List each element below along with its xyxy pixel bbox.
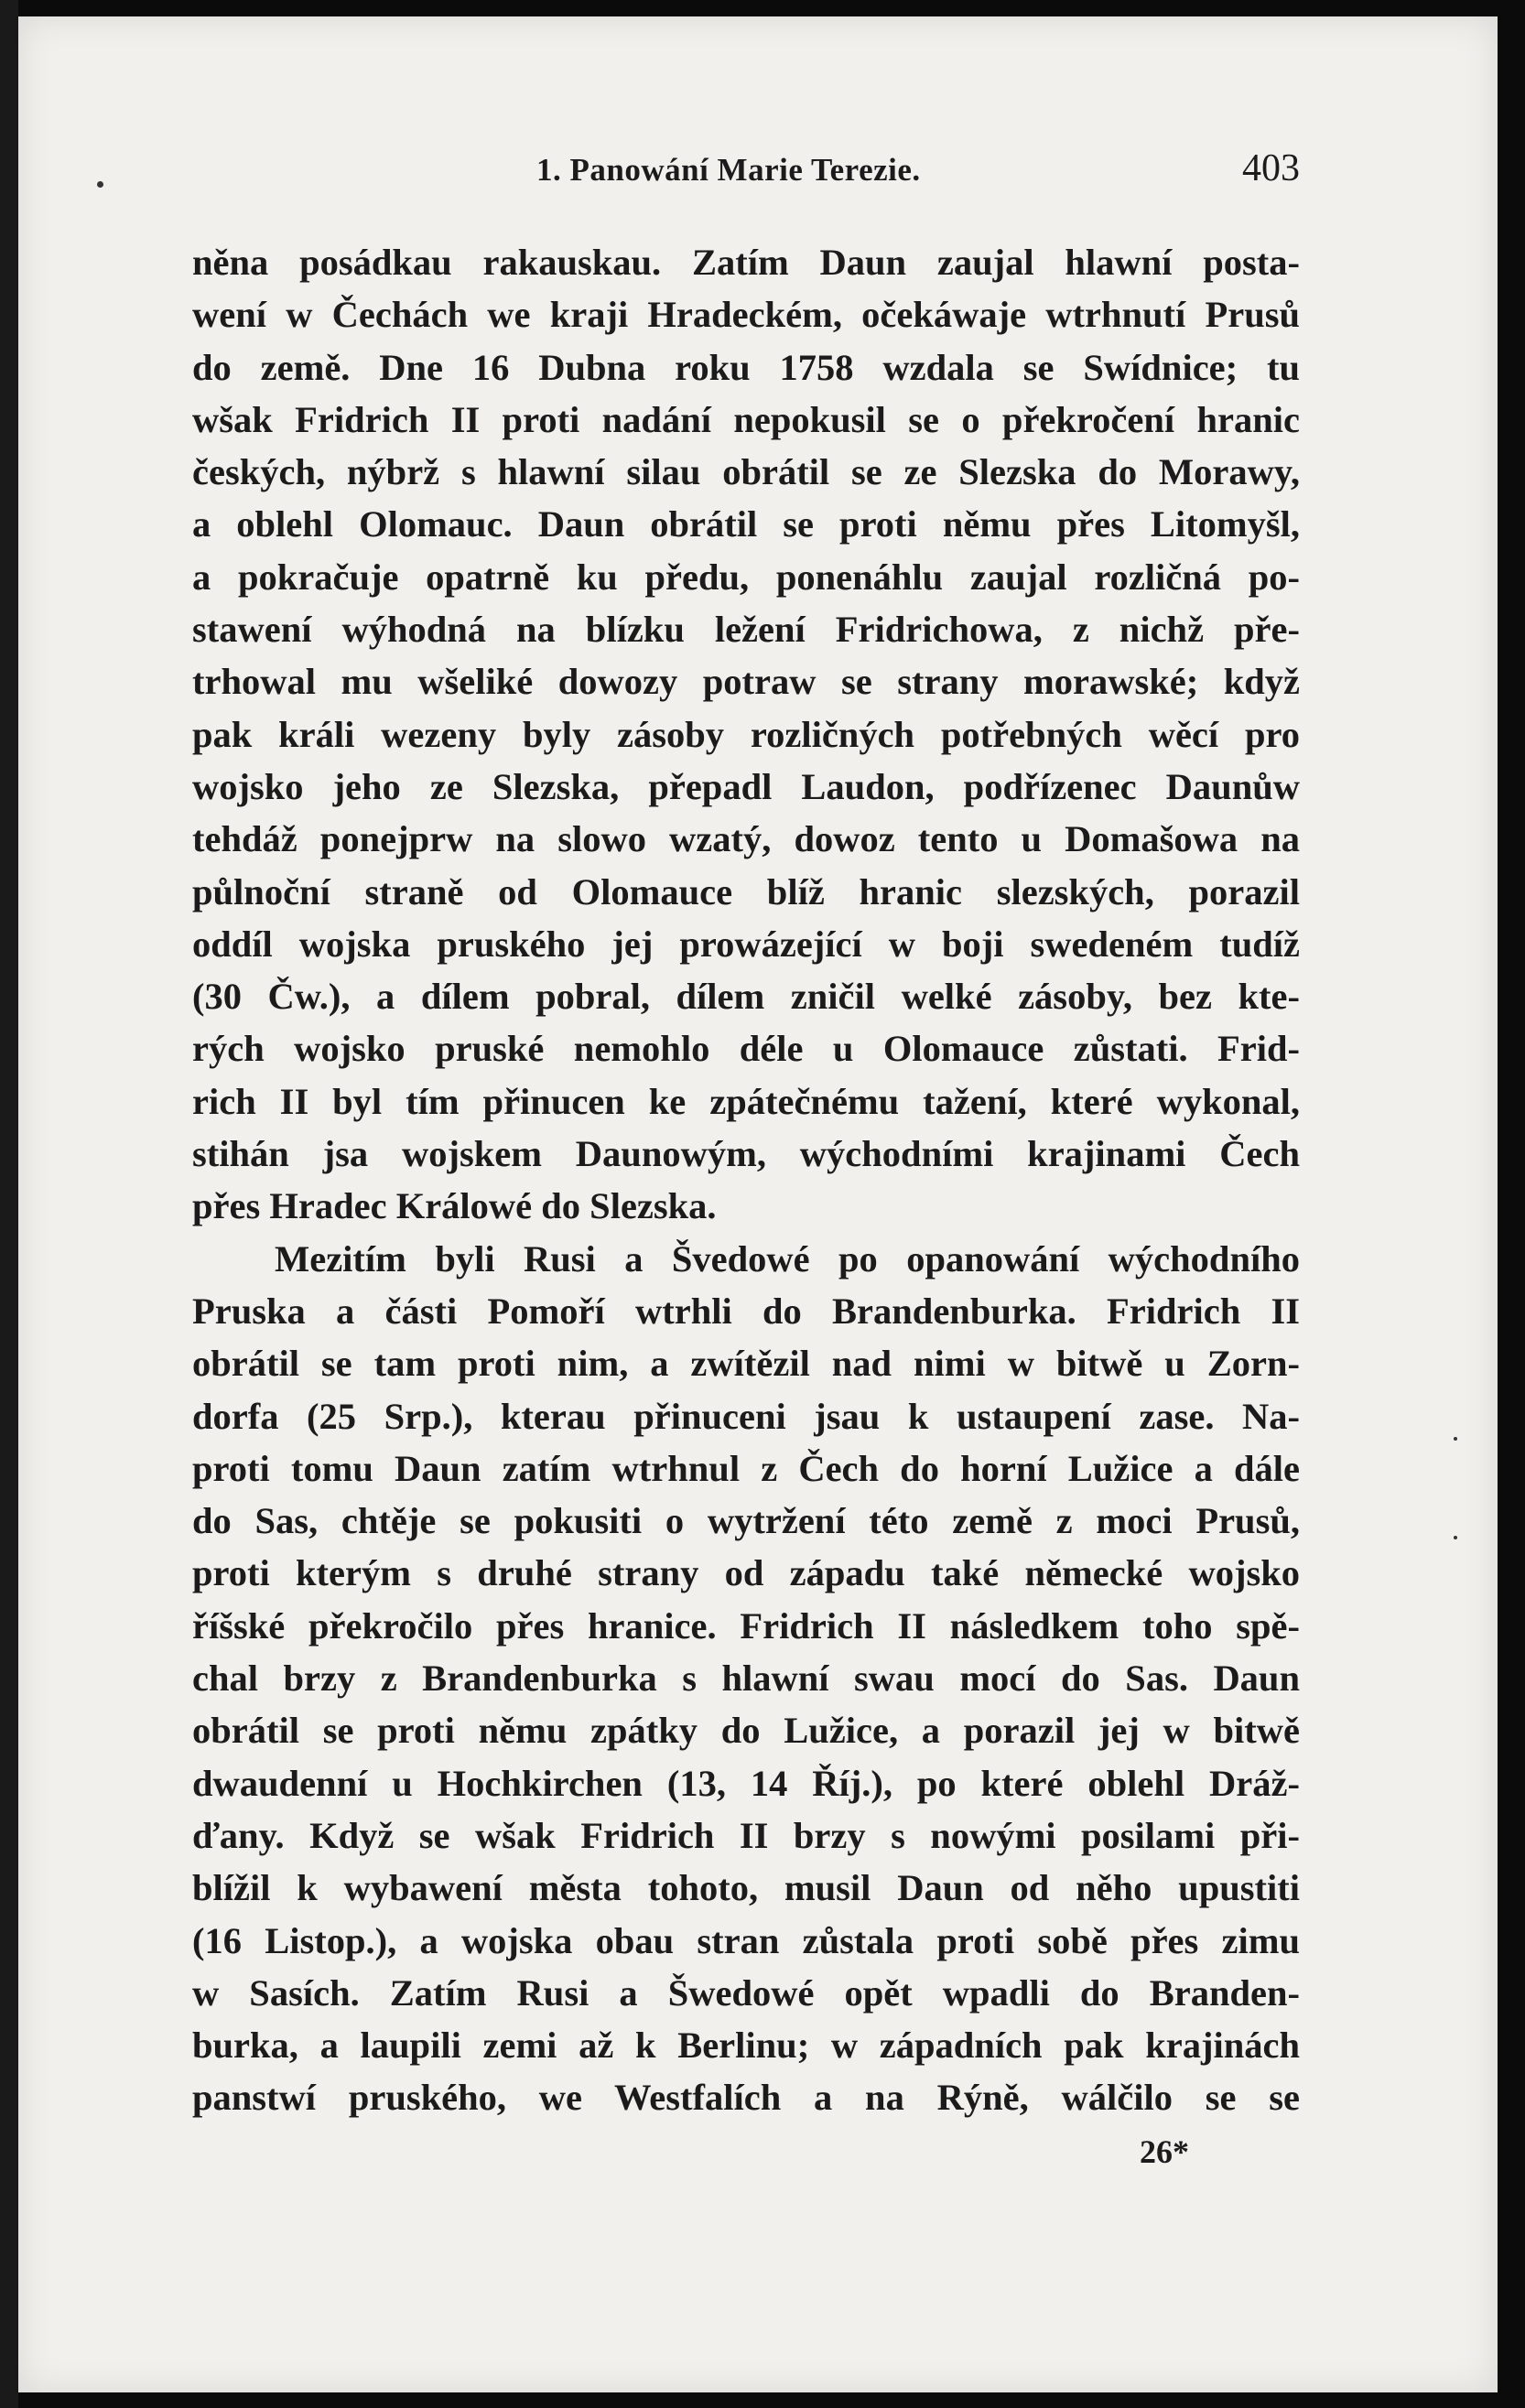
text-line: (30 Čw.), a dílem pobral, dílem zničil welké zásoby, bez kte- xyxy=(192,976,1300,1018)
running-header xyxy=(192,146,1300,201)
text-line: říšské překročilo přes hranice. Fridrich II následkem toho spě- xyxy=(192,1604,1300,1647)
text-line: Mezitím byli Rusi a Švedowé po opanowání wýchodního xyxy=(275,1237,1300,1280)
text-line: pak králi wezeny byly zásoby rozličných potřebných wěcí pro xyxy=(192,713,1300,755)
text-line: něna posádkau rakauskau. Zatím Daun zaujal hlawní posta- xyxy=(192,242,1300,283)
text-line: w Sasích. Zatím Rusi a Šwedowé opět wpadli do Branden- xyxy=(192,1971,1300,2014)
paragraph xyxy=(192,236,1300,1233)
text-line: chal brzy z Brandenburka s hlawní swau mocí do Sas. Daun xyxy=(192,1658,1300,1700)
text-line: Pruska a části Pomoří wtrhli do Brandenburka. Fridrich II xyxy=(192,1290,1300,1332)
text-line: proti kterým s druhé strany od západu také německé wojsko xyxy=(192,1552,1300,1594)
text-line: burka, a laupili zemi až k Berlinu; w západních pak krajinách xyxy=(192,2025,1300,2067)
text-line: blížil k wybawení města tohoto, musil Daun od něho upustiti xyxy=(192,1867,1300,1909)
text-line: dorfa (25 Srp.), kterau přinuceni jsau k ustaupení zase. Na- xyxy=(192,1395,1300,1437)
text-line: oddíl wojska pruského jej prowázející w boji swedeném tudíž xyxy=(192,923,1300,965)
speck xyxy=(1454,1536,1457,1539)
scan-left-edge xyxy=(0,0,18,2408)
text-line: panstwí pruského, we Westfalích a na Rýně, wálčilo se se xyxy=(192,2077,1300,2119)
speck xyxy=(1454,1437,1457,1441)
speck xyxy=(97,181,103,188)
text-line: (16 Listop.), a wojska obau stran zůstala proti sobě přes zimu xyxy=(192,1919,1300,1961)
text-line: obrátil se tam proti nim, a zwítězil nad nimi w bitwě u Zorn- xyxy=(192,1343,1300,1385)
text-line: a pokračuje opatrně ku předu, ponenáhlu zaujal rozličná po- xyxy=(192,556,1300,598)
body-text xyxy=(192,236,1300,2124)
text-line: trhowal mu wšeliké dowozy potraw se strany morawské; když xyxy=(192,661,1300,703)
text-line: wšak Fridrich II proti nadání nepokusil se o překročení hranic xyxy=(192,398,1300,440)
text-line: wení w Čechách we kraji Hradeckém, očekáwaje wtrhnutí Prusů xyxy=(192,294,1300,336)
text-line: stihán jsa wojskem Daunowým, wýchodními krajinami Čech xyxy=(192,1133,1300,1175)
text-line: přes Hradec Králowé do Slezska. xyxy=(192,1185,717,1227)
text-line: ďany. Když se wšak Fridrich II brzy s nowými posilami při- xyxy=(192,1814,1300,1856)
text-line: a oblehl Olomauc. Daun obrátil se proti němu přes Litomyšl, xyxy=(192,503,1300,545)
text-line: wojsko jeho ze Slezska, přepadl Laudon, podřízenec Daunůw xyxy=(192,765,1300,807)
header-title: 1. Panowání Marie Terezie. xyxy=(536,152,921,188)
text-line: proti tomu Daun zatím wtrhnul z Čech do horní Lužice a dále xyxy=(192,1447,1300,1489)
text-line: českých, nýbrž s hlawní silau obrátil se ze Slezska do Morawy, xyxy=(192,451,1300,493)
paragraph xyxy=(192,1233,1300,2124)
text-line: do země. Dne 16 Dubna roku 1758 wzdala se Swídnice; tu xyxy=(192,346,1300,388)
text-line: stawení wýhodná na blízku ležení Fridrichowa, z nichž pře- xyxy=(192,609,1300,651)
text-line: tehdáž ponejprw na slowo wzatý, dowoz tento u Domašowa na xyxy=(192,818,1300,860)
text-line: dwaudenní u Hochkirchen (13, 14 Říj.), po které oblehl Dráž- xyxy=(192,1762,1300,1804)
text-line: rých wojsko pruské nemohlo déle u Olomauce zůstati. Frid- xyxy=(192,1028,1300,1070)
signature-mark: 26* xyxy=(1140,2133,1189,2170)
text-line: do Sas, chtěje se pokusiti o wytržení této země z moci Prusů, xyxy=(192,1500,1300,1542)
text-line: půlnoční straně od Olomauce blíž hranic slezských, porazil xyxy=(192,870,1300,912)
page-number: 403 xyxy=(1242,147,1300,189)
text-line: obrátil se proti němu zpátky do Lužice, a porazil jej w bitwě xyxy=(192,1710,1300,1752)
text-line: rich II byl tím přinucen ke zpátečnému tažení, které wykonal, xyxy=(192,1080,1300,1122)
